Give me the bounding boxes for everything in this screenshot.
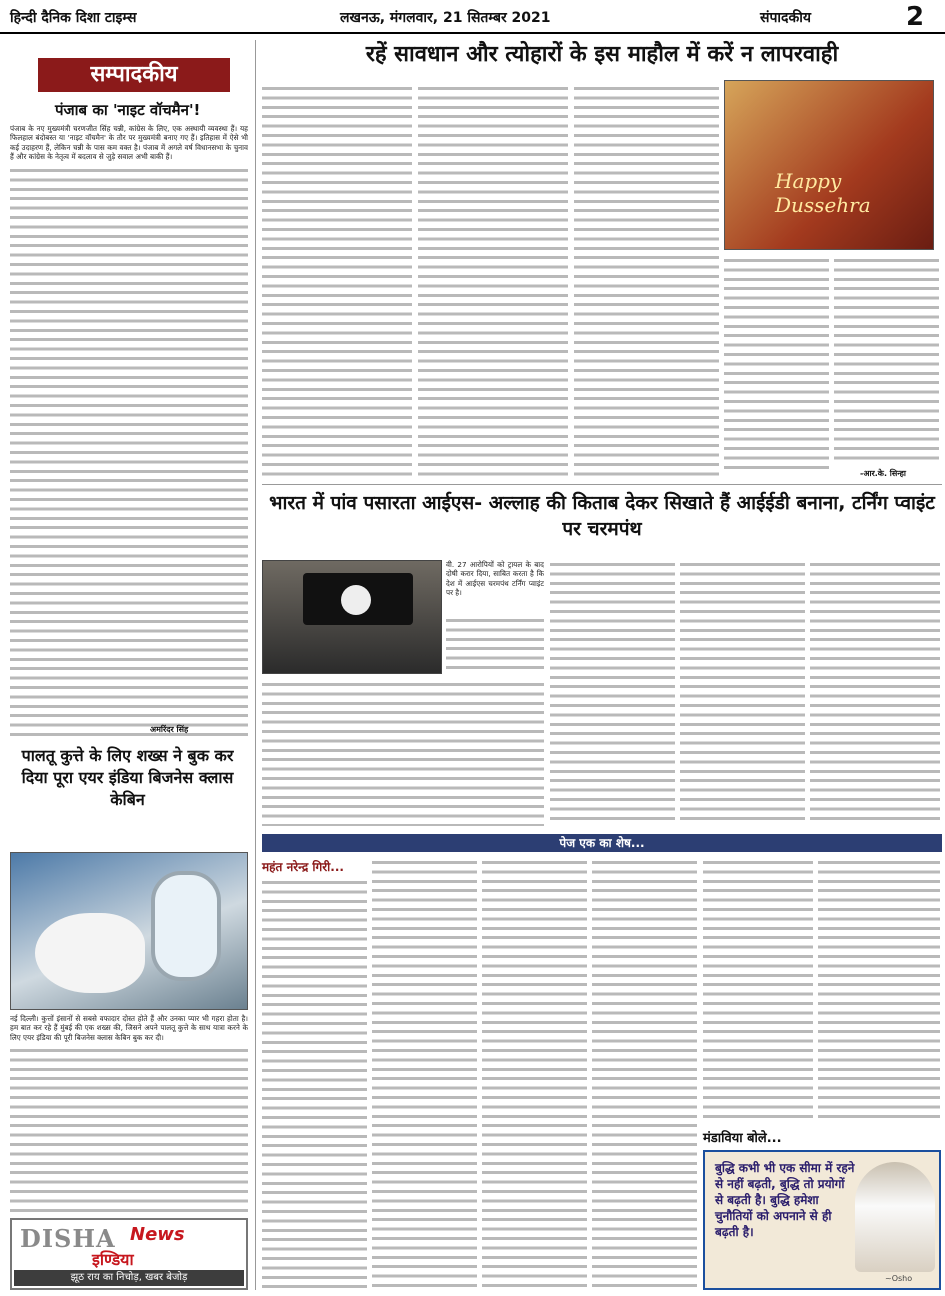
masthead	[0, 0, 945, 34]
dog-image	[10, 852, 248, 1010]
editorial-title: पंजाब का 'नाइट वॉचमैन'!	[55, 101, 201, 119]
main-story-signature: -आर.के. सिन्हा	[860, 469, 906, 478]
isis-column-3	[680, 560, 805, 826]
thought-label: मंडाविया बोले...	[703, 1131, 782, 1146]
main-headline: रहें सावधान और त्योहारों के इस माहौल में करें न लापरवाही	[365, 42, 839, 67]
festival-image	[724, 80, 934, 250]
thought-box	[703, 1150, 941, 1290]
main-story-column-5	[834, 256, 939, 464]
isis-image	[262, 560, 442, 674]
ad-brand-region: इण्डिया	[92, 1250, 134, 1269]
obituary-column-1	[262, 878, 367, 1290]
festival-greeting: Happy Dussehra	[775, 169, 871, 217]
thought-quote: बुद्धि कभी भी एक सीमा में रहने से नहीं बढ़ती, बुद्धि तो प्रयोगों से बढ़ती है। बुद्धि हमेशा चुनौतियों को अपनाने से ही बढ़ती है।	[715, 1161, 855, 1239]
dog-column-text	[10, 1046, 248, 1212]
airplane-window-graphic	[151, 871, 221, 981]
editorial-signature: अमरिंदर सिंह	[150, 725, 189, 734]
isis-lead: वी. 27 आरोपियों को ट्रायल के बाद दोषी करार दिया, साबित करता है कि देश में आईएस चरमपंथ टर्निंग प्वाइंट पर है।	[446, 560, 544, 598]
disha-news-ad	[10, 1218, 248, 1290]
editorial-banner: सम्पादकीय	[38, 58, 230, 92]
continued-strip: पेज एक का शेष...	[262, 834, 942, 852]
isis-column-1a	[446, 616, 544, 674]
isis-column-4	[810, 560, 940, 826]
dateline: लखनऊ, मंगलवार, 21 सितम्बर 2021	[340, 10, 551, 26]
section-divider	[262, 484, 942, 485]
obituary-column-6	[818, 858, 940, 1120]
obituary-byline: महंत नरेन्द्र गिरी...	[262, 860, 344, 874]
dog-lead: नई दिल्ली। कुत्तों इंसानों से सबसे वफादार दोस्त होते हैं और उनका प्यार भी गहरा होता है। हम बात कर रहे हैं मुंबई की एक शख्स की, जिसने अपने पालतू कुत्ते के साथ यात्रा करने के लिए एयर इंडिया की पूरी बिजनेस क्लास केबिन बुक कर दी।	[10, 1014, 248, 1042]
ad-tagline: झूठ राय का निचोड़, खबर बेजोड़	[14, 1270, 244, 1286]
isis-column-1b	[262, 680, 544, 826]
page-number: 2	[906, 2, 925, 32]
obituary-column-3	[482, 858, 587, 1290]
main-story-column-2	[418, 84, 568, 480]
paper-name: हिन्दी दैनिक दिशा टाइम्स	[10, 10, 137, 26]
main-story-column-4	[724, 256, 829, 474]
seal-graphic	[341, 585, 371, 615]
column-divider	[255, 40, 256, 1290]
dog-headline: पालतू कुत्ते के लिए शख्स ने बुक कर दिया पूरा एयर इंडिया बिजनेस क्लास केबिन	[21, 746, 234, 809]
obituary-column-4	[592, 858, 697, 1290]
ad-brand-suffix: News	[130, 1224, 185, 1245]
isis-headline: भारत में पांव पसारता आईएस- अल्लाह की किताब देकर सिखाते हैं आईईडी बनाना, टर्निंग प्वाइंट पर चरमपंथ	[269, 492, 935, 540]
thought-credit: ~Osho	[885, 1274, 913, 1283]
main-story-column-3	[574, 84, 719, 480]
editorial-column-text	[10, 166, 248, 736]
isis-column-2	[550, 560, 675, 826]
portrait-graphic	[855, 1162, 935, 1272]
section-label: संपादकीय	[760, 10, 811, 26]
main-story-column-1	[262, 84, 412, 480]
ad-brand: DISHA	[20, 1224, 116, 1253]
obituary-column-2	[372, 858, 477, 1290]
obituary-column-5	[703, 858, 813, 1120]
editorial-body: पंजाब के नए मुख्यमंत्री चरणजीत सिंह चन्नी, कांग्रेस के लिए, एक अस्थायी व्यवस्था हैं। यह फिलहाल बंदोबस्त या 'नाइट वॉचमैन' के तौर पर मुख्यमंत्री बनाए गए हैं। इतिहास में ऐसे भी कई उदाहरण हैं, लेकिन चन्नी के पास कम वक्त है। पंजाब में अगले वर्ष विधानसभा के चुनाव हैं और कांग्रेस के नेतृत्व में बदलाव से जुड़े सवाल अभी बाकी हैं।	[10, 124, 248, 162]
dog-graphic	[35, 913, 145, 993]
